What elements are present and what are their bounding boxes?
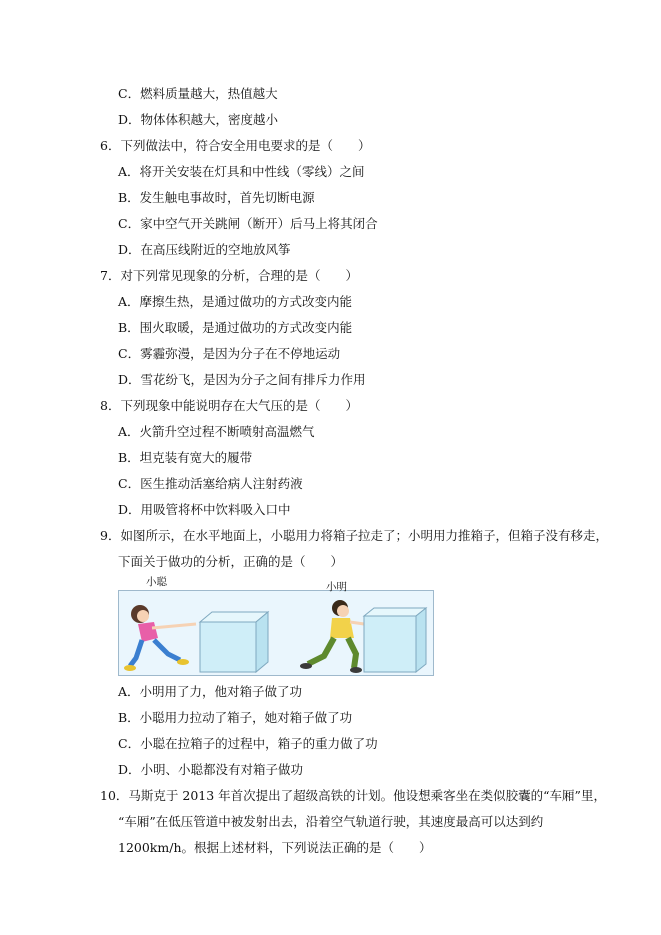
girl-pulling-figure	[124, 605, 196, 671]
boy-pushing-figure	[300, 600, 364, 673]
q8-option-d: D．用吸管将杯中饮料吸入口中	[118, 502, 291, 517]
right-box	[364, 608, 426, 672]
q8-option-b: B．坦克装有宽大的履带	[118, 450, 253, 465]
q8-option-a: A．火箭升空过程不断喷射高温燃气	[118, 424, 315, 439]
q9-option-b: B．小聪用力拉动了箱子，她对箱子做了功	[118, 710, 353, 725]
q7-option-c: C．雾霾弥漫，是因为分子在不停地运动	[118, 346, 341, 361]
figure-label-xiaoming: 小明	[326, 581, 347, 593]
q6-option-d: D．在高压线附近的空地放风筝	[118, 242, 291, 257]
question-8: 8．下列现象中能说明存在大气压的是（ ）	[100, 398, 358, 413]
q8-option-c: C．医生推动活塞给病人注射药液	[118, 476, 303, 491]
q7-option-d: D．雪花纷飞，是因为分子之间有排斥力作用	[118, 372, 366, 387]
question-10-line-3: 1200km/h。根据上述材料，下列说法正确的是（ ）	[118, 840, 432, 855]
q9-option-d: D．小明、小聪都没有对箱子做功	[118, 762, 304, 777]
question-9-line-2: 下面关于做功的分析，正确的是（ ）	[118, 554, 344, 569]
figure-label-xiaocong: 小聪	[146, 576, 167, 588]
q9-figure	[118, 572, 434, 678]
left-box	[200, 612, 268, 672]
q7-option-a: A．摩擦生热，是通过做功的方式改变内能	[118, 294, 353, 309]
question-10-line-2: “车厢”在低压管道中被发射出去，沿着空气轨道行驶，其速度最高可以达到约	[118, 814, 544, 829]
question-7: 7．对下列常见现象的分析，合理的是（ ）	[100, 268, 358, 283]
q9-option-c: C．小聪在拉箱子的过程中，箱子的重力做了功	[118, 736, 378, 751]
question-9-line-1: 9．如图所示，在水平地面上，小聪用力将箱子拉走了；小明用力推箱子，但箱子没有移走，	[100, 528, 608, 543]
question-10-line-1: 10．马斯克于 2013 年首次提出了超级高铁的计划。他设想乘客坐在类似胶囊的“车厢”里，	[100, 788, 606, 803]
option-d-prev: D．物体体积越大，密度越小	[118, 112, 279, 127]
q6-option-a: A．将开关安装在灯具和中性线（零线）之间	[118, 164, 365, 179]
q9-option-a: A．小明用了力，他对箱子做了功	[118, 684, 303, 699]
figure-illustration	[118, 572, 434, 678]
option-c-prev: C．燃料质量越大，热值越大	[118, 86, 278, 101]
q7-option-b: B．围火取暖，是通过做功的方式改变内能	[118, 320, 353, 335]
q6-option-b: B．发生触电事故时，首先切断电源	[118, 190, 315, 205]
q6-option-c: C．家中空气开关跳闸（断开）后马上将其闭合	[118, 216, 378, 231]
question-6: 6．下列做法中，符合安全用电要求的是（ ）	[100, 138, 371, 153]
